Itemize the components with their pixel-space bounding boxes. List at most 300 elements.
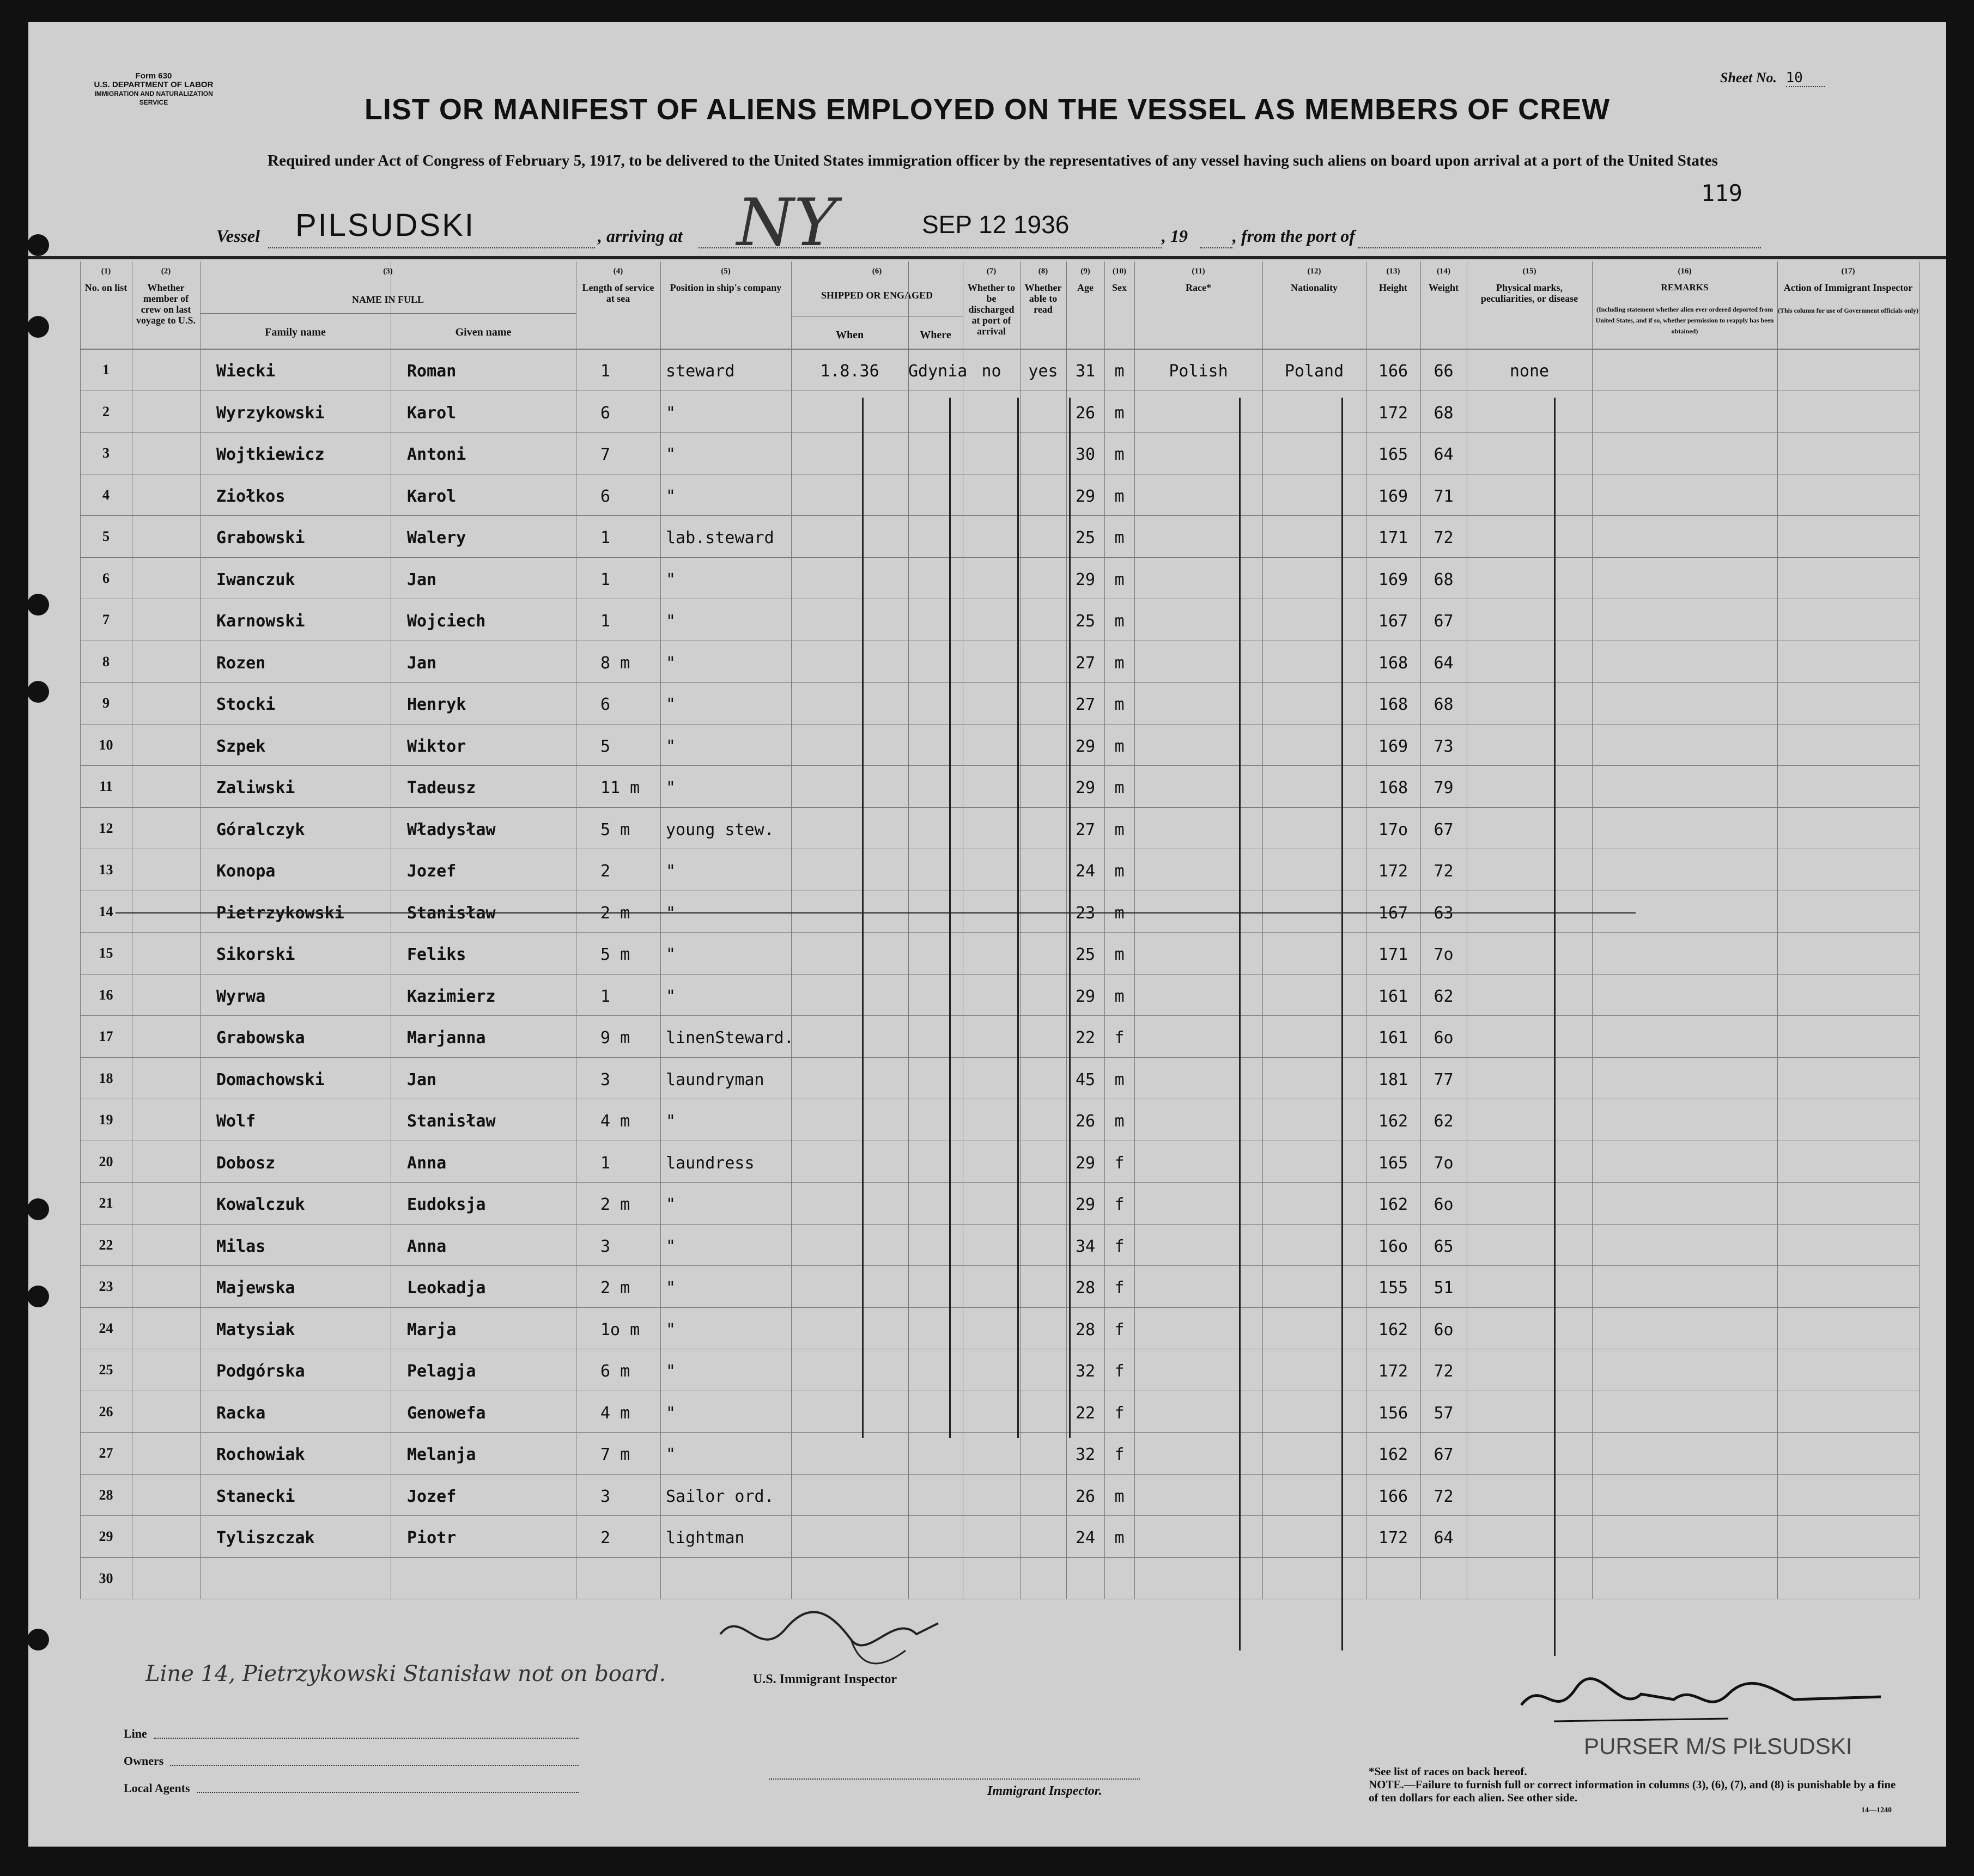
cell-sex: m — [1114, 486, 1125, 506]
cell-position: " — [666, 570, 676, 589]
cell-service: 2 — [600, 1528, 611, 1548]
cell-no: 11 — [99, 778, 113, 794]
column-header: SHIPPED OR ENGAGED — [821, 290, 933, 301]
cell-family: Kowalczuk — [216, 1195, 305, 1214]
cell-family: Tyliszczak — [216, 1528, 315, 1548]
cell-age: 25 — [1075, 528, 1096, 547]
table-row — [28, 1224, 1946, 1265]
cell-service: 7 m — [600, 1445, 630, 1464]
cell-age: 30 — [1075, 445, 1096, 464]
cell-position: Sailor ord. — [666, 1487, 774, 1506]
column-number: (7) — [986, 267, 997, 276]
cell-service: 3 — [600, 1237, 611, 1256]
cell-given: Tadeusz — [407, 778, 476, 797]
cell-family: Sikorski — [216, 945, 295, 964]
cell-age: 32 — [1075, 1445, 1096, 1464]
stamp-number: 119 — [1701, 180, 1742, 206]
cell-no: 21 — [99, 1195, 113, 1211]
cell-family: Domachowski — [216, 1070, 325, 1089]
cell-no: 16 — [99, 986, 113, 1003]
cell-position: " — [666, 1320, 676, 1339]
column-subheader: Family name — [265, 326, 326, 338]
cell-family: Wiecki — [216, 362, 276, 381]
cell-no: 26 — [99, 1403, 113, 1420]
cell-family: Szpek — [216, 736, 266, 756]
arriving-fill-line — [699, 245, 1162, 248]
footer-agents-field — [197, 1792, 579, 1793]
cell-no: 4 — [102, 486, 110, 503]
cell-sex: m — [1114, 903, 1125, 923]
cell-family: Iwanczuk — [216, 570, 295, 589]
cell-service: 6 — [600, 403, 611, 423]
cell-age: 29 — [1075, 778, 1096, 797]
cell-height: 168 — [1378, 695, 1408, 714]
binder-hole — [27, 1286, 49, 1307]
cell-family: Podgórska — [216, 1362, 305, 1381]
cell-service: 3 — [600, 1487, 611, 1506]
table-row — [28, 1015, 1946, 1057]
cell-position: " — [666, 903, 676, 923]
cell-height: 171 — [1378, 528, 1408, 547]
cell-height: 156 — [1378, 1403, 1408, 1423]
table-row — [28, 1141, 1946, 1182]
cell-weight: 64 — [1434, 653, 1454, 673]
table-row — [28, 724, 1946, 765]
cell-weight: 71 — [1434, 486, 1454, 506]
table-row — [28, 891, 1946, 932]
cell-height: 166 — [1378, 1487, 1408, 1506]
cell-service: 6 — [600, 695, 611, 714]
table-row — [28, 349, 1946, 390]
cell-weight: 64 — [1434, 445, 1454, 464]
cell-age: 29 — [1075, 570, 1096, 589]
cell-sex: f — [1114, 1362, 1125, 1381]
table-row — [28, 391, 1946, 432]
cell-height: 16o — [1378, 1237, 1408, 1256]
cell-no: 17 — [99, 1028, 113, 1044]
cell-sex: m — [1114, 820, 1125, 839]
cell-service: 2 m — [600, 903, 630, 923]
column-header: REMARKS — [1661, 282, 1709, 293]
cell-age: 28 — [1075, 1320, 1096, 1339]
cell-family: Matysiak — [216, 1320, 295, 1339]
cell-no: 5 — [102, 528, 110, 544]
page-subtitle: Required under Act of Congress of February 5, 1917, to be delivered to the United States immigration officer by the representatives of any vessel having such aliens on board upon arrival at a port of the United States — [268, 152, 1718, 169]
cell-when: 1.8.36 — [820, 362, 879, 381]
table-row — [28, 1349, 1946, 1390]
column-number: (14) — [1437, 267, 1450, 276]
column-header: Nationality — [1290, 282, 1338, 293]
column-header: Whether to be discharged at port of arrival — [967, 282, 1016, 337]
table-row — [28, 682, 1946, 723]
cell-given: Antoni — [407, 445, 466, 464]
cell-family: Rozen — [216, 653, 266, 673]
cell-age: 32 — [1075, 1362, 1096, 1381]
cell-weight: 72 — [1434, 862, 1454, 881]
column-number: (15) — [1522, 267, 1536, 276]
column-header: Whether able to read — [1024, 282, 1062, 315]
table-row — [28, 1182, 1946, 1223]
cell-height: 155 — [1378, 1278, 1408, 1298]
cell-sex: m — [1114, 862, 1125, 881]
column-number: (13) — [1386, 267, 1400, 276]
cell-no: 19 — [99, 1112, 113, 1128]
column-number: (1) — [101, 267, 111, 276]
column-header: Race* — [1186, 282, 1211, 293]
cell-given: Jan — [407, 570, 437, 589]
cell-position: " — [666, 653, 676, 673]
binder-hole — [27, 1629, 49, 1650]
cell-no: 18 — [99, 1070, 113, 1086]
cell-given: Feliks — [407, 945, 466, 964]
column-subheader: Given name — [455, 326, 512, 338]
cell-weight: 51 — [1434, 1278, 1454, 1298]
from-port-label: , from the port of — [1232, 226, 1355, 246]
cell-service: 4 m — [600, 1403, 630, 1423]
cell-height: 162 — [1378, 1445, 1408, 1464]
binder-hole — [27, 316, 49, 338]
cell-position: " — [666, 1445, 676, 1464]
table-row — [28, 641, 1946, 682]
cell-no: 6 — [102, 570, 110, 586]
immigrant-inspector-label: Immigrant Inspector. — [987, 1784, 1102, 1798]
cell-service: 2 — [600, 862, 611, 881]
table-row — [28, 432, 1946, 473]
column-number: (8) — [1038, 267, 1048, 276]
cell-position: " — [666, 445, 676, 464]
sheet-number-label: Sheet No. — [1720, 70, 1777, 86]
cell-age: 45 — [1075, 1070, 1096, 1089]
cell-service: 1 — [600, 986, 611, 1006]
cell-weight: 68 — [1434, 695, 1454, 714]
cell-no: 24 — [99, 1320, 113, 1336]
table-row — [28, 557, 1946, 599]
cell-weight: 7o — [1434, 945, 1454, 964]
cell-service: 5 — [600, 736, 611, 756]
cell-service: 3 — [600, 1070, 611, 1089]
cell-height: 165 — [1378, 445, 1408, 464]
page-title: LIST OR MANIFEST OF ALIENS EMPLOYED ON THE VESSEL AS MEMBERS OF CREW — [364, 93, 1611, 126]
table-row — [28, 1307, 1946, 1349]
cell-no: 28 — [99, 1487, 113, 1503]
cell-where: Gdynia — [908, 362, 968, 381]
cell-sex: m — [1114, 945, 1125, 964]
cell-service: 2 m — [600, 1278, 630, 1298]
cell-sex: f — [1114, 1153, 1125, 1173]
table-row — [28, 807, 1946, 849]
column-number: (4) — [613, 267, 623, 276]
table-row — [28, 474, 1946, 515]
vessel-name: PILSUDSKI — [295, 208, 475, 243]
cell-weight: 72 — [1434, 528, 1454, 547]
table-row — [28, 1391, 1946, 1432]
footer-agents-label: Local Agents — [124, 1781, 190, 1795]
cell-given: Melanja — [407, 1445, 476, 1464]
cell-weight: 67 — [1434, 820, 1454, 839]
purser-stamp: PURSER M/S PIŁSUDSKI — [1584, 1733, 1852, 1759]
cell-height: 171 — [1378, 945, 1408, 964]
inspector-signature-label: U.S. Immigrant Inspector — [753, 1672, 897, 1686]
cell-no: 1 — [102, 362, 110, 377]
cell-position: steward — [666, 362, 735, 381]
cell-service: 5 m — [600, 820, 630, 839]
cell-service: 7 — [600, 445, 611, 464]
cell-height: 169 — [1378, 736, 1408, 756]
immigrant-inspector-line — [769, 1778, 1140, 1780]
cell-height: 161 — [1378, 1028, 1408, 1047]
cell-height: 17o — [1378, 820, 1408, 839]
column-subheader: (Including statement whether alien ever ordered deported from United States, and if so, whether permission to reapply has been obtained) — [1595, 306, 1774, 335]
cell-service: 6 — [600, 486, 611, 506]
cell-family: Racka — [216, 1403, 266, 1423]
cell-position: young stew. — [666, 820, 774, 839]
cell-position: " — [666, 1278, 676, 1298]
cell-weight: 7o — [1434, 1153, 1454, 1173]
cell-no: 3 — [102, 445, 110, 461]
table-row — [28, 1099, 1946, 1140]
cell-family: Stanecki — [216, 1487, 295, 1506]
cell-given: Władysław — [407, 820, 496, 839]
cell-no: 12 — [99, 820, 113, 836]
cell-sex: m — [1114, 1112, 1125, 1131]
cell-weight: 6o — [1434, 1028, 1454, 1047]
cell-age: 25 — [1075, 945, 1096, 964]
cell-given: Kazimierz — [407, 986, 496, 1006]
cell-position: " — [666, 862, 676, 881]
cell-age: 22 — [1075, 1028, 1096, 1047]
cell-position: " — [666, 1362, 676, 1381]
cell-given: Karol — [407, 403, 457, 423]
cell-weight: 72 — [1434, 1487, 1454, 1506]
cell-age: 24 — [1075, 1528, 1096, 1548]
cell-no: 23 — [99, 1278, 113, 1294]
service: IMMIGRATION AND NATURALIZATION SERVICE — [94, 90, 213, 106]
cell-given: Marja — [407, 1320, 457, 1339]
cell-read: yes — [1028, 362, 1058, 381]
column-number: (9) — [1080, 267, 1090, 276]
cell-sex: m — [1114, 778, 1125, 797]
cell-family: Grabowski — [216, 528, 305, 547]
cell-height: 172 — [1378, 1528, 1408, 1548]
column-number: (5) — [721, 267, 731, 276]
cell-given: Jan — [407, 1070, 437, 1089]
binder-hole — [27, 594, 49, 616]
cell-race: Polish — [1169, 362, 1228, 381]
cell-height: 165 — [1378, 1153, 1408, 1173]
cell-weight: 63 — [1434, 903, 1454, 923]
cell-given: Jan — [407, 653, 437, 673]
cell-sex: m — [1114, 612, 1125, 631]
table-row — [28, 849, 1946, 890]
cell-given: Walery — [407, 528, 466, 547]
cell-discharged: no — [981, 362, 1001, 381]
table-row — [28, 1557, 1946, 1599]
cell-given: Genowefa — [407, 1403, 486, 1423]
cell-height: 166 — [1378, 362, 1408, 381]
cell-no: 25 — [99, 1362, 113, 1378]
column-header: Weight — [1428, 282, 1459, 293]
cell-no: 14 — [99, 903, 113, 919]
column-number: (6) — [872, 267, 882, 276]
arrival-date: SEP 12 1936 — [922, 210, 1070, 239]
cell-position: laundress — [666, 1153, 755, 1173]
column-subheader: Where — [920, 329, 951, 341]
cell-weight: 68 — [1434, 403, 1454, 423]
cell-height: 167 — [1378, 903, 1408, 923]
race-note: *See list of races on back hereof. — [1369, 1765, 1527, 1778]
arriving-port: NY — [737, 185, 837, 261]
cell-position: " — [666, 403, 676, 423]
cell-age: 31 — [1075, 362, 1096, 381]
cell-family: Zaliwski — [216, 778, 295, 797]
department: U.S. DEPARTMENT OF LABOR — [94, 80, 214, 89]
table-row — [28, 1432, 1946, 1473]
footer-notes — [1369, 1765, 1903, 1817]
cell-sex: m — [1114, 1528, 1125, 1548]
cell-family: Pietrzykowski — [216, 903, 344, 923]
column-header: NAME IN FULL — [351, 294, 424, 305]
cell-family: Majewska — [216, 1278, 295, 1298]
cell-weight: 73 — [1434, 736, 1454, 756]
cell-height: 169 — [1378, 570, 1408, 589]
print-code: 14—1240 — [1861, 1806, 1892, 1814]
year-label: , 19 — [1162, 226, 1188, 246]
binder-hole — [27, 1198, 49, 1220]
cell-age: 29 — [1075, 1195, 1096, 1214]
cell-sex: f — [1114, 1028, 1125, 1047]
column-header: Position in ship's company — [670, 282, 782, 293]
table-row — [28, 1265, 1946, 1307]
cell-given: Roman — [407, 362, 457, 381]
cell-weight: 66 — [1434, 362, 1454, 381]
cell-service: 1o m — [600, 1320, 640, 1339]
cell-marks: none — [1509, 362, 1550, 381]
cell-given: Karol — [407, 486, 457, 506]
cell-service: 9 m — [600, 1028, 630, 1047]
vessel-fill-line — [268, 245, 595, 248]
cell-height: 167 — [1378, 612, 1408, 631]
cell-family: Stocki — [216, 695, 276, 714]
cell-weight: 65 — [1434, 1237, 1454, 1256]
vessel-label: Vessel — [216, 226, 260, 246]
cell-position: linenSteward. — [666, 1028, 794, 1047]
header-rule — [28, 256, 1946, 259]
column-header: Age — [1077, 282, 1094, 293]
cell-service: 1 — [600, 1153, 611, 1173]
cell-sex: f — [1114, 1445, 1125, 1464]
cell-age: 26 — [1075, 403, 1096, 423]
cell-position: laundryman — [666, 1070, 764, 1089]
cell-height: 161 — [1378, 986, 1408, 1006]
penalty-note: NOTE.—Failure to furnish full or correct information in columns (3), (6), (7), and (8) is punishable by a fine of ten dollars for each alien. See other side. — [1369, 1778, 1896, 1804]
cell-sex: m — [1114, 1070, 1125, 1089]
column-number: (11) — [1192, 267, 1205, 276]
cell-given: Jozef — [407, 1487, 457, 1506]
grid-row-line — [200, 313, 576, 314]
cell-given: Jozef — [407, 862, 457, 881]
cell-service: 1 — [600, 570, 611, 589]
cell-given: Stanisław — [407, 903, 496, 923]
cell-age: 29 — [1075, 1153, 1096, 1173]
column-number: (10) — [1113, 267, 1126, 276]
cell-position: " — [666, 486, 676, 506]
purser-signature — [1510, 1667, 1892, 1732]
cell-weight: 77 — [1434, 1070, 1454, 1089]
cell-given: Henryk — [407, 695, 466, 714]
cell-family: Wolf — [216, 1112, 256, 1131]
cell-given: Piotr — [407, 1528, 457, 1548]
cell-family: Konopa — [216, 862, 276, 881]
binder-hole — [27, 681, 49, 703]
column-header: No. on list — [84, 282, 127, 293]
cell-sex: m — [1114, 736, 1125, 756]
cell-family: Wyrwa — [216, 986, 266, 1006]
footer-owners-field — [170, 1765, 579, 1766]
cell-service: 1 — [600, 612, 611, 631]
cell-weight: 72 — [1434, 1362, 1454, 1381]
cell-age: 27 — [1075, 695, 1096, 714]
table-row — [28, 974, 1946, 1015]
cell-height: 162 — [1378, 1195, 1408, 1214]
cell-service: 1 — [600, 528, 611, 547]
cell-position: " — [666, 1403, 676, 1423]
column-number: (3) — [383, 267, 393, 276]
cell-position: " — [666, 1237, 676, 1256]
column-header: Physical marks, peculiarities, or disease — [1480, 282, 1578, 304]
cell-position: lightman — [666, 1528, 745, 1548]
cell-age: 29 — [1075, 736, 1096, 756]
cell-weight: 67 — [1434, 1445, 1454, 1464]
manifest-sheet — [28, 22, 1946, 1847]
cell-service: 8 m — [600, 653, 630, 673]
year-fill-line — [1200, 245, 1232, 248]
column-subheader: (This column for use of Government officials only) — [1777, 307, 1919, 314]
cell-family: Milas — [216, 1237, 266, 1256]
form-number: Form 630 — [135, 71, 172, 81]
cell-sex: f — [1114, 1195, 1125, 1214]
cell-given: Anna — [407, 1153, 447, 1173]
cell-age: 26 — [1075, 1112, 1096, 1131]
cell-sex: m — [1114, 403, 1125, 423]
cell-no: 13 — [99, 862, 113, 878]
cell-sex: m — [1114, 653, 1125, 673]
cell-given: Anna — [407, 1237, 447, 1256]
cell-family: Wyrzykowski — [216, 403, 325, 423]
cell-weight: 79 — [1434, 778, 1454, 797]
cell-service: 2 m — [600, 1195, 630, 1214]
column-header: Sex — [1112, 282, 1127, 293]
cell-height: 172 — [1378, 1362, 1408, 1381]
cell-weight: 6o — [1434, 1320, 1454, 1339]
cell-given: Marjanna — [407, 1028, 486, 1047]
cell-height: 168 — [1378, 778, 1408, 797]
cell-sex: f — [1114, 1278, 1125, 1298]
footer-owners-label: Owners — [124, 1754, 164, 1768]
table-row — [28, 1057, 1946, 1099]
cell-no: 7 — [102, 612, 110, 628]
inspector-signature — [709, 1601, 982, 1678]
cell-given: Wojciech — [407, 612, 486, 631]
cell-no: 22 — [99, 1237, 113, 1253]
from-port-fill-line — [1358, 245, 1761, 248]
sheet-number-value: 10 — [1786, 70, 1825, 87]
cell-weight: 62 — [1434, 986, 1454, 1006]
cell-given: Leokadja — [407, 1278, 486, 1298]
arriving-label: , arriving at — [598, 226, 683, 246]
cell-no: 10 — [99, 736, 113, 753]
cell-weight: 67 — [1434, 612, 1454, 631]
cell-family: Ziołkos — [216, 486, 286, 506]
